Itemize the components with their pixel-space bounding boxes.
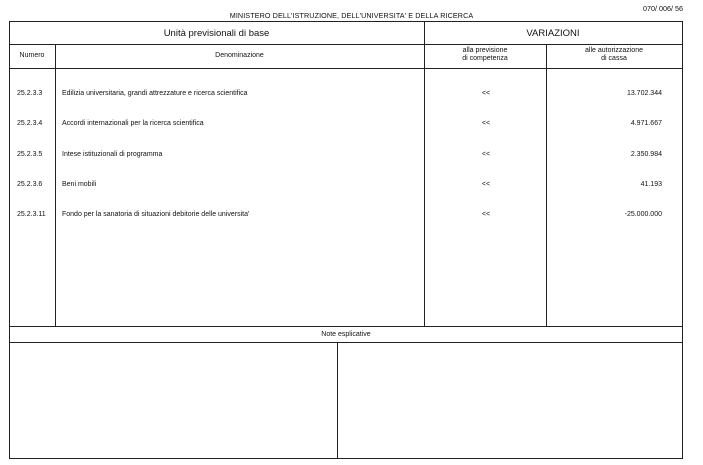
row-denominazione: Edilizia universitaria, grandi attrezzature e ricerca scientifica [62,90,248,97]
col-previsione-header [424,47,546,63]
frame-top [9,21,683,22]
col-line-cassa [546,44,547,326]
row-numero: 25.2.3.4 [17,120,43,127]
col-previsione-line1: alla previsione [462,47,508,54]
col-line-numero [55,44,56,326]
row-previsione: << [481,90,491,97]
row-numero: 25.2.3.3 [17,90,43,97]
row-numero: 25.2.3.5 [17,151,43,158]
row-cassa: 2.350.984 [630,151,662,158]
frame-right [682,21,683,459]
row-cassa: 41.193 [640,181,662,188]
col-line-variazioni [424,21,425,326]
notes-panel-right [338,343,682,458]
notes-top-line [9,326,683,327]
col-cassa-line2: di cassa [601,55,627,62]
row-cassa: 4.971.667 [630,120,662,127]
row-denominazione: Beni mobili [62,181,97,188]
row-numero: 25.2.3.6 [17,181,43,188]
variazioni-header: VARIAZIONI [526,28,580,39]
col-numero-header: Numero [19,52,45,59]
row-cassa: -25.000.000 [624,211,662,218]
header-divider-2 [9,68,683,69]
row-numero: 25.2.3.11 [17,211,46,218]
row-denominazione: Fondo per la sanatoria di situazioni debitorie delle universita' [62,211,250,218]
row-denominazione: Accordi internazionali per la ricerca scientifica [62,120,204,127]
col-cassa-header [546,47,682,63]
col-previsione-line2: di competenza [462,55,508,62]
frame-bottom [9,458,683,459]
row-previsione: << [481,120,491,127]
col-denominazione-header: Denominazione [215,52,264,59]
notes-title: Note esplicative [321,331,371,338]
row-previsione: << [481,211,491,218]
upb-header: Unità previsionali di base [163,28,270,39]
ministry-title: MINISTERO DELL'ISTRUZIONE, DELL'UNIVERSITA' E DELLA RICERCA [229,11,474,20]
row-previsione: << [481,181,491,188]
row-previsione: << [481,151,491,158]
document-code: 070/ 006/ 56 [643,4,683,13]
header-divider-1 [9,44,683,45]
row-denominazione: Intese istituzionali di programma [62,151,163,158]
row-cassa: 13.702.344 [626,90,662,97]
notes-panel-left [10,343,337,458]
col-cassa-line1: alle autorizzazione [585,47,643,54]
